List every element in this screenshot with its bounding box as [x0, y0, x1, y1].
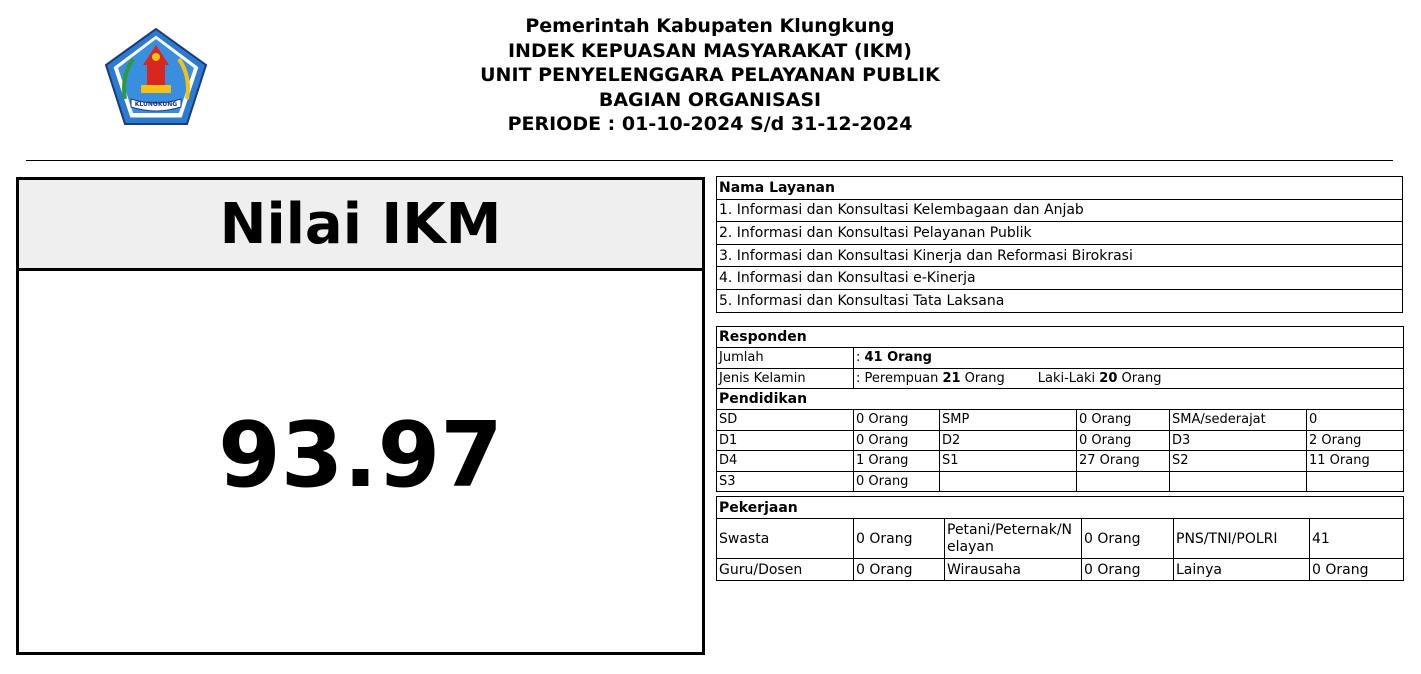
- pendidikan-cell: S2: [1170, 451, 1307, 472]
- layanan-item: 5. Informasi dan Konsultasi Tata Laksana: [717, 289, 1403, 312]
- layanan-item: 3. Informasi dan Konsultasi Kinerja dan Reformasi Birokrasi: [717, 244, 1403, 267]
- jenis-kelamin-label: Jenis Kelamin: [717, 368, 854, 389]
- header-period: PERIODE : 01-10-2024 S/d 31-12-2024: [507, 113, 913, 135]
- pendidikan-cell: 11 Orang: [1307, 451, 1404, 472]
- pekerjaan-cell: Guru/Dosen: [717, 559, 854, 581]
- pekerjaan-cell: 0 Orang: [854, 519, 945, 559]
- pekerjaan-cell: 0 Orang: [1310, 559, 1404, 581]
- report-header: [400, 14, 1020, 137]
- responden-header: Responden: [717, 327, 1404, 348]
- pendidikan-cell: 0 Orang: [854, 410, 940, 431]
- pekerjaan-cell: 41: [1310, 519, 1404, 559]
- pekerjaan-header: Pekerjaan: [717, 497, 1404, 519]
- header-line-1: Pemerintah Kabupaten Klungkung: [525, 15, 895, 37]
- pekerjaan-cell: PNS/TNI/POLRI: [1174, 519, 1310, 559]
- jenis-kelamin-value: : Perempuan 21 Orang Laki-Laki 20 Orang: [854, 368, 1404, 389]
- pendidikan-cell: SD: [717, 410, 854, 431]
- pekerjaan-cell: Lainya: [1174, 559, 1310, 581]
- pendidikan-header: Pendidikan: [717, 389, 1404, 410]
- pendidikan-cell: D3: [1170, 430, 1307, 451]
- pendidikan-cell: 0 Orang: [1077, 410, 1170, 431]
- header-line-3: UNIT PENYELENGGARA PELAYANAN PUBLIK: [480, 64, 940, 86]
- layanan-table: [716, 176, 1403, 313]
- layanan-item: 2. Informasi dan Konsultasi Pelayanan Publik: [717, 222, 1403, 245]
- pekerjaan-cell: Petani/Peternak/Nelayan: [945, 519, 1082, 559]
- pendidikan-cell: D2: [940, 430, 1077, 451]
- jumlah-value: : 41 Orang: [854, 348, 1404, 369]
- pendidikan-cell: 27 Orang: [1077, 451, 1170, 472]
- jumlah-label: Jumlah: [717, 348, 854, 369]
- header-line-4: BAGIAN ORGANISASI: [598, 88, 822, 111]
- pendidikan-cell: SMP: [940, 410, 1077, 431]
- pendidikan-cell: [1307, 471, 1404, 492]
- pendidikan-cell: 0 Orang: [854, 471, 940, 492]
- pendidikan-cell: [940, 471, 1077, 492]
- pendidikan-cell: [1170, 471, 1307, 492]
- header-divider: [26, 160, 1393, 161]
- pendidikan-cell: 2 Orang: [1307, 430, 1404, 451]
- layanan-item: 4. Informasi dan Konsultasi e-Kinerja: [717, 267, 1403, 290]
- klungkung-logo: [103, 27, 209, 127]
- pendidikan-cell: S1: [940, 451, 1077, 472]
- pendidikan-cell: 0 Orang: [1077, 430, 1170, 451]
- pendidikan-cell: 1 Orang: [854, 451, 940, 472]
- pekerjaan-cell: 0 Orang: [1082, 559, 1174, 581]
- ikm-value: 93.97: [218, 403, 503, 508]
- pekerjaan-table: [716, 496, 1404, 581]
- pekerjaan-cell: Swasta: [717, 519, 854, 559]
- layanan-item: 1. Informasi dan Konsultasi Kelembagaan dan Anjab: [717, 199, 1403, 222]
- ikm-title: Nilai IKM: [19, 180, 702, 271]
- ikm-panel: [16, 177, 705, 655]
- pendidikan-cell: 0: [1307, 410, 1404, 431]
- responden-table: [716, 326, 1404, 492]
- pendidikan-cell: S3: [717, 471, 854, 492]
- pekerjaan-cell: 0 Orang: [854, 559, 945, 581]
- pendidikan-cell: 0 Orang: [854, 430, 940, 451]
- header-line-2: INDEK KEPUASAN MASYARAKAT (IKM): [507, 39, 912, 62]
- pendidikan-cell: D1: [717, 430, 854, 451]
- pekerjaan-cell: 0 Orang: [1082, 519, 1174, 559]
- pekerjaan-cell: Wirausaha: [945, 559, 1082, 581]
- layanan-header: Nama Layanan: [717, 177, 1403, 200]
- svg-text:KLUNGKUNG: KLUNGKUNG: [134, 101, 178, 108]
- pendidikan-cell: D4: [717, 451, 854, 472]
- pendidikan-cell: SMA/sederajat: [1170, 410, 1307, 431]
- pendidikan-cell: [1077, 471, 1170, 492]
